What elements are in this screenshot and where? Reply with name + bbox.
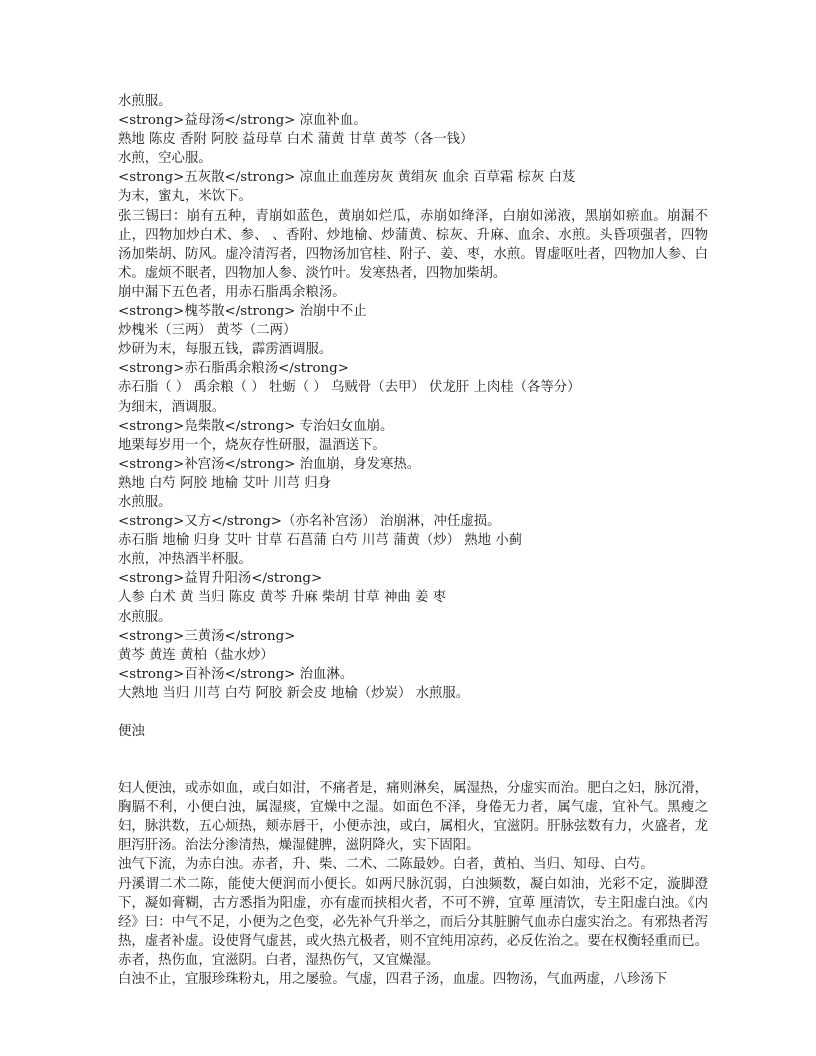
text-line: 为末，蜜丸，米饮下。 xyxy=(118,189,252,205)
text-line: 崩中漏下五色者，用赤石脂禹余粮汤。 xyxy=(118,284,346,300)
text-line: 水煎服。 xyxy=(118,609,172,625)
body-paragraph: 妇人便浊，或赤如血，或白如泔，不痛者是，痛则淋矣，属湿热，分虚实而治。肥白之妇，脉沉滑，胸膈不利，小便白浊，属湿痰，宜燥中之湿。如面色不泽，身倦无力者，属气虚，宜补气。黑瘦之妇，脉洪数，五心烦热，颊赤唇干，小便赤浊，或白，属相火，宜滋阴。肝脉弦数有力，火盛者，龙胆泻肝汤。治法分渗清热，燥湿健脾，滋阴降火，实下固阳。 xyxy=(118,781,708,854)
text-line: 为细末，酒调服。 xyxy=(118,399,226,415)
zhang-sanxi-paragraph: 张三锡曰：崩有五种，青崩如蓝色，黄崩如烂瓜，赤崩如绛泽，白崩如涕液，黑崩如瘀血。崩漏不止，四物加炒白术、参、 、香附、炒地榆、炒蒲黄、棕灰、升麻、血余、水煎。头昏项强者，四物汤加柴胡、防风。虚冷清泻者，四物汤加官桂、附子、姜、枣，水煎。胃虚呕吐者，四物加人参、白术。虚烦不眠者，四物加人参、淡竹叶。发寒热者，四物加柴胡。 xyxy=(118,208,708,281)
text-line: 水煎服。 xyxy=(118,94,172,109)
recipe-title-yimu: <strong>益母汤</strong> 凉血补血。 xyxy=(118,113,367,129)
recipe-title-huaiqin: <strong>槐芩散</strong> 治崩中不止 xyxy=(118,304,367,320)
spacer xyxy=(118,703,708,722)
recipe-title-wuhui: <strong>五灰散</strong> 凉血止血莲房灰 黄绢灰 血余 百草霜 棕灰 白芨 xyxy=(118,170,576,186)
text-line: 水煎，空心服。 xyxy=(118,151,212,167)
ingredients-line: 熟地 陈皮 香附 阿胶 益母草 白术 蒲黄 甘草 黄芩（各一钱） xyxy=(118,132,474,148)
text-line: 水煎，冲热酒半杯服。 xyxy=(118,552,252,568)
text-line: 地栗每岁用一个，烧灰存性研服，温酒送下。 xyxy=(118,437,386,453)
recipe-title-youfang: <strong>又方</strong>（亦名补宫汤） 治崩淋，冲任虚损。 xyxy=(118,514,501,530)
recipe-title-bugong: <strong>补宫汤</strong> 治血崩，身发寒热。 xyxy=(118,456,421,472)
ingredients-line: 赤石脂（ ） 禹余粮（ ） 牡蛎（ ） 乌贼骨（去甲） 伏龙肝 上肉桂（各等分） xyxy=(118,380,581,396)
spacer xyxy=(118,741,708,779)
ingredients-line: 熟地 白芍 阿胶 地榆 艾叶 川芎 归身 xyxy=(118,475,332,491)
ingredients-line: 黄芩 黄连 黄柏（盐水炒） xyxy=(118,647,274,663)
ingredients-line: 人参 白术 黄 当归 陈皮 黄芩 升麻 柴胡 甘草 神曲 姜 枣 xyxy=(118,590,447,606)
body-paragraph: 白浊不止，宜服珍珠粉丸，用之屡验。气虚，四君子汤，血虚。四物汤，气血两虚，八珍汤下 xyxy=(118,972,668,988)
section-heading: 便浊 xyxy=(118,724,145,739)
text-line: 炒研为末，每服五钱，霹雳酒调服。 xyxy=(118,342,333,358)
ingredients-line: 大熟地 当归 川芎 白芍 阿胶 新会皮 地榆（炒炭） 水煎服。 xyxy=(118,685,470,701)
recipe-title-sanhuang: <strong>三黄汤</strong> xyxy=(118,628,296,644)
text-line: 水煎服。 xyxy=(118,494,172,510)
recipe-title-chishizhi: <strong>赤石脂禹余粮汤</strong> xyxy=(118,361,349,377)
document-page xyxy=(118,92,708,989)
recipe-title-fuchai: <strong>凫柴散</strong> 专治妇女血崩。 xyxy=(118,418,394,434)
body-paragraph: 丹溪谓二术二陈，能使大便润而小便长。如两尺脉沉弱，白浊频数，凝白如油，光彩不定，漩脚澄下，凝如膏糊，古方悉指为阳虚，亦有虚而挟相火者，不可不辨，宜萆 厘清饮，专主阳虚白浊。《内经》曰：中气不足，小便为之色变，必先补气升举之，而后分其脏腑气血赤白虚实治之。有邪热者泻热，虚者补虚。设使肾气虚甚，或火热亢极者，则不宜纯用凉药，必反佐治之。要在权衡轻重而已。赤者，热伤血，宜滋阴。白者，湿热伤气，又宜燥湿。 xyxy=(118,876,708,968)
ingredients-line: 炒槐米（三两） 黄芩（二两） xyxy=(118,323,297,339)
recipe-title-yiwei: <strong>益胃升阳汤</strong> xyxy=(118,571,323,587)
ingredients-line: 赤石脂 地榆 归身 艾叶 甘草 石菖蒲 白芍 川芎 蒲黄（炒） 熟地 小蓟 xyxy=(118,533,523,549)
body-paragraph: 浊气下流，为赤白浊。赤者，升、柴、二术、二陈最妙。白者，黄柏、当归、知母、白芍。 xyxy=(118,857,654,873)
recipe-title-baibu: <strong>百补汤</strong> 治血淋。 xyxy=(118,666,354,682)
